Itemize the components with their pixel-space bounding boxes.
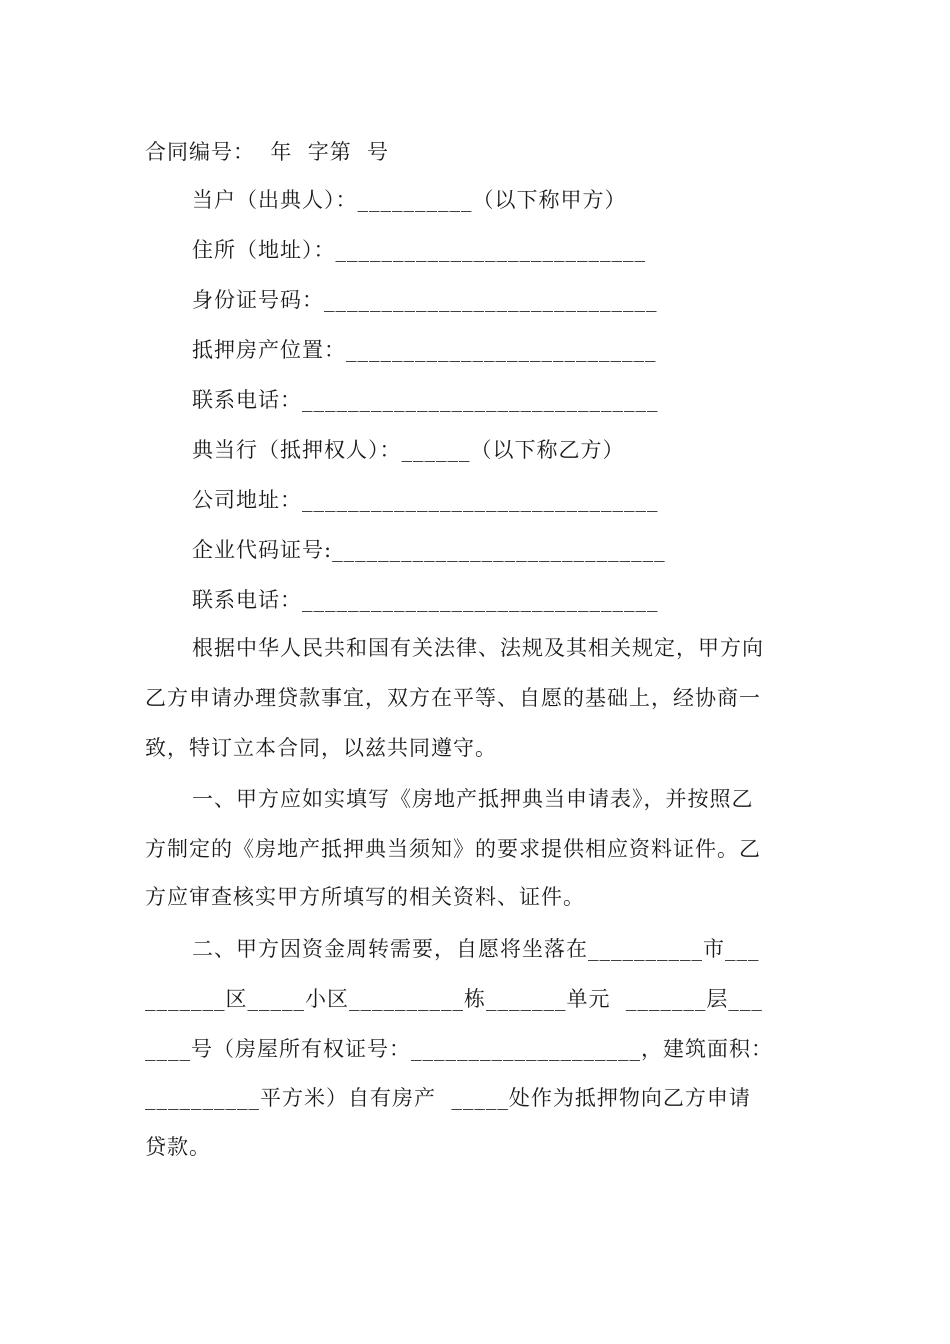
intro-paragraph-line-2: 乙方申请办理贷款事宜，双方在平等、自愿的基础上，经协商一: [145, 686, 761, 710]
clause-1-line-1: 一、甲方应如实填写《房地产抵押典当申请表》，并按照乙: [192, 787, 754, 811]
clause-1-line-3: 方应审查核实甲方所填写的相关资料、证件。: [145, 885, 585, 909]
property-location-field: 抵押房产位置：___________________________: [192, 338, 657, 362]
phone-field-2: 联系电话：_______________________________: [192, 588, 659, 612]
id-number-field: 身份证号码：_____________________________: [192, 288, 658, 312]
enterprise-code-field: 企业代码证号:_____________________________: [192, 538, 666, 562]
intro-paragraph-line-1: 根据中华人民共和国有关法律、法规及其相关规定，甲方向: [192, 636, 764, 660]
clause-2-line-4: __________平方米）自有房产 _____处作为抵押物向乙方申请: [145, 1086, 751, 1110]
pawnshop-field: 典当行（抵押权人）：______（以下称乙方）: [192, 438, 625, 462]
clause-2-line-1: 二、甲方因资金周转需要，自愿将坐落在__________市___: [192, 937, 760, 961]
clause-2-line-5: 贷款。: [145, 1135, 211, 1159]
address-field: 住所（地址）：___________________________: [192, 238, 646, 262]
phone-field-1: 联系电话：_______________________________: [192, 388, 659, 412]
contract-number-line: 合同编号： 年 字第 号: [145, 140, 390, 164]
pawner-field: 当户（出典人）：__________（以下称甲方）: [192, 188, 627, 212]
company-address-field: 公司地址：_______________________________: [192, 488, 659, 512]
clause-2-line-2: _______区_____小区__________栋_______单元 _______层___: [145, 987, 763, 1011]
clause-1-line-2: 方制定的《房地产抵押典当须知》的要求提供相应资料证件。乙: [145, 837, 761, 861]
clause-2-line-3: ____号（房屋所有权证号：____________________，建筑面积：: [145, 1037, 773, 1061]
intro-paragraph-line-3: 致，特订立本合同，以兹共同遵守。: [145, 736, 497, 760]
